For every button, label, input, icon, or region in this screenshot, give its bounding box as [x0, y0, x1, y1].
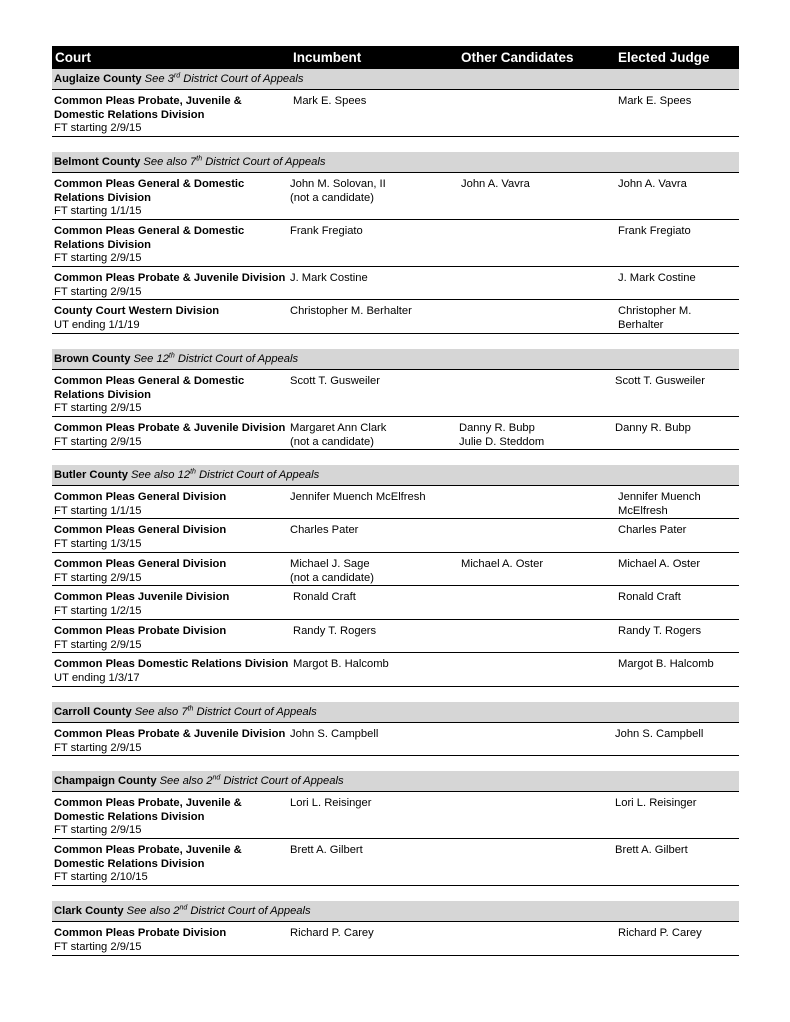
appeals-note-text: District Court of Appeals: [180, 73, 304, 85]
court-name: Common Pleas Probate, Juvenile & Domestic Relations Division: [54, 95, 242, 121]
court-cell: [54, 491, 290, 518]
court-name: County Court Western Division: [54, 305, 220, 317]
court-cell: [54, 524, 290, 551]
elected-judge-cell: Charles Pater: [618, 524, 687, 536]
elected-judge-cell: Brett A. Gilbert: [615, 844, 688, 856]
term-text: FT starting 2/9/15: [54, 252, 142, 264]
term-text: FT starting 1/3/15: [54, 537, 142, 550]
court-name: Common Pleas Probate Division: [54, 927, 227, 939]
appeals-note-text: See also 12: [130, 469, 191, 481]
incumbent-cell: Mark E. Spees: [293, 95, 367, 107]
table-row: [52, 620, 739, 653]
incumbent-cell: Margot B. Halcomb: [293, 658, 389, 670]
ordinal-suffix: nd: [179, 904, 188, 912]
ordinal-suffix: th: [187, 705, 194, 713]
elected-judge-cell: John S. Campbell: [615, 728, 704, 740]
county-name: [54, 706, 317, 720]
incumbent-cell: Charles Pater: [290, 524, 359, 536]
incumbent-cell: Randy T. Rogers: [293, 625, 377, 637]
court-name: Common Pleas General Division: [54, 558, 227, 570]
county-name: [54, 156, 325, 170]
header-incumbent: Incumbent: [293, 50, 362, 65]
table-row: [52, 220, 739, 267]
appeals-note: [127, 905, 311, 917]
section-gap: [52, 756, 739, 771]
incumbent-cell: Brett A. Gilbert: [290, 844, 363, 856]
elected-judge-cell: J. Mark Costine: [618, 272, 696, 284]
appeals-note-text: See also 7: [134, 706, 188, 718]
county-name: [54, 353, 298, 367]
court-cell: [54, 178, 290, 219]
county-title: Carroll County: [54, 706, 132, 718]
county-header: [52, 349, 739, 370]
table-row: [52, 653, 739, 687]
header-other-candidates: Other Candidates: [461, 50, 574, 65]
other-candidates-cell: Danny R. Bubp Julie D. Steddom: [459, 422, 545, 448]
term-text: FT starting 2/9/15: [54, 122, 142, 134]
court-cell: [54, 625, 290, 652]
table-row: [52, 370, 739, 417]
county-name: [54, 775, 344, 789]
header-court: Court: [55, 50, 91, 65]
table-row: [52, 417, 739, 450]
section-gap: [52, 450, 739, 465]
court-name: Common Pleas General & Domestic Relations Division: [54, 375, 245, 401]
county-title: Butler County: [54, 469, 128, 481]
term-text: FT starting 2/9/15: [54, 741, 142, 754]
county-header: [52, 465, 739, 486]
ordinal-suffix: nd: [212, 774, 221, 782]
appeals-note-text: District Court of Appeals: [195, 469, 320, 481]
county-title: Champaign County: [54, 775, 157, 787]
other-candidates-cell: John A. Vavra: [461, 178, 530, 190]
court-cell: [54, 272, 290, 299]
court-cell: [54, 422, 290, 449]
county-name: [54, 905, 311, 919]
court-name: Common Pleas General Division: [54, 491, 227, 503]
table-row: [52, 586, 739, 620]
court-cell: [54, 558, 290, 585]
county-header: [52, 702, 739, 723]
incumbent-cell: Jennifer Muench McElfresh: [290, 491, 426, 503]
elected-judge-cell: Michael A. Oster: [618, 558, 701, 570]
appeals-note-text: District Court of Appeals: [193, 706, 317, 718]
elected-judge-cell: Lori L. Reisinger: [615, 797, 697, 809]
table-row: [52, 300, 739, 334]
incumbent-cell: J. Mark Costine: [290, 272, 368, 284]
table-header: [52, 46, 739, 69]
court-name: Common Pleas Probate, Juvenile & Domestic Relations Division: [54, 797, 242, 823]
court-name: Common Pleas General & Domestic Relations Division: [54, 178, 245, 204]
county-header: [52, 152, 739, 173]
court-name: Common Pleas Juvenile Division: [54, 591, 230, 603]
court-cell: [54, 305, 290, 332]
table-row: [52, 486, 739, 519]
term-text: FT starting 2/9/15: [54, 435, 142, 448]
court-name: Common Pleas Domestic Relations Division: [54, 658, 289, 670]
county-title: Clark County: [54, 905, 124, 917]
elected-judge-cell: Frank Fregiato: [618, 225, 691, 237]
elected-judge-cell: Richard P. Carey: [618, 927, 702, 939]
incumbent-cell: Christopher M. Berhalter: [290, 305, 412, 317]
term-text: FT starting 1/1/15: [54, 205, 142, 217]
county-title: Auglaize County: [54, 73, 142, 85]
elected-judge-cell: Margot B. Halcomb: [618, 658, 714, 670]
court-name: Common Pleas Probate, Juvenile & Domestic Relations Division: [54, 844, 242, 870]
judicial-election-table: [52, 46, 739, 956]
elected-judge-cell: Jennifer Muench McElfresh: [618, 491, 701, 517]
table-row: [52, 267, 739, 300]
court-name: Common Pleas Probate & Juvenile Division: [54, 728, 286, 740]
appeals-note-text: See 3: [144, 73, 174, 85]
appeals-note: [131, 469, 319, 481]
elected-judge-cell: Randy T. Rogers: [618, 625, 702, 637]
appeals-note-text: District Court of Appeals: [220, 775, 344, 787]
court-name: Common Pleas Probate & Juvenile Division: [54, 422, 286, 434]
table-body: [52, 69, 739, 956]
term-text: FT starting 1/1/15: [54, 504, 142, 517]
incumbent-cell: Richard P. Carey: [290, 927, 374, 939]
incumbent-cell: Scott T. Gusweiler: [290, 375, 380, 387]
elected-judge-cell: John A. Vavra: [618, 178, 687, 190]
incumbent-cell: Ronald Craft: [293, 591, 356, 603]
term-text: FT starting 1/2/15: [54, 604, 142, 617]
term-text: UT ending 1/3/17: [54, 671, 140, 684]
table-row: [52, 723, 739, 756]
county-name: [54, 73, 303, 87]
court-name: Common Pleas General & Domestic Relations Division: [54, 225, 245, 251]
ordinal-suffix: th: [168, 352, 175, 360]
term-text: FT starting 2/9/15: [54, 402, 142, 414]
term-text: FT starting 2/9/15: [54, 285, 142, 298]
ordinal-suffix: th: [190, 468, 196, 476]
elected-judge-cell: Danny R. Bubp: [615, 422, 691, 434]
appeals-note: [133, 353, 298, 365]
court-cell: [54, 797, 290, 838]
appeals-note-text: District Court of Appeals: [187, 905, 311, 917]
table-row: [52, 553, 739, 586]
elected-judge-cell: Christopher M. Berhalter: [618, 305, 692, 331]
court-name: Common Pleas Probate Division: [54, 625, 227, 637]
term-text: FT starting 2/9/15: [54, 638, 142, 651]
appeals-note-text: See also 7: [143, 156, 197, 168]
appeals-note-text: District Court of Appeals: [174, 353, 299, 365]
county-header: [52, 69, 739, 90]
term-text: FT starting 2/9/15: [54, 940, 142, 953]
court-cell: [54, 591, 290, 618]
incumbent-cell: John S. Campbell: [290, 728, 379, 740]
court-cell: [54, 927, 290, 954]
appeals-note-text: See also 2: [159, 775, 213, 787]
appeals-note: [143, 156, 325, 168]
table-row: [52, 792, 739, 839]
court-cell: [54, 375, 290, 416]
ordinal-suffix: rd: [173, 72, 181, 80]
section-gap: [52, 687, 739, 702]
court-cell: [54, 658, 290, 685]
incumbent-cell: Lori L. Reisinger: [290, 797, 372, 809]
court-name: Common Pleas General Division: [54, 524, 227, 536]
county-header: [52, 771, 739, 792]
county-name: [54, 469, 319, 483]
incumbent-cell: John M. Solovan, II (not a candidate): [290, 178, 386, 204]
term-text: FT starting 2/9/15: [54, 571, 142, 584]
county-header: [52, 901, 739, 922]
incumbent-cell: Michael J. Sage (not a candidate): [290, 558, 374, 584]
term-text: FT starting 2/9/15: [54, 824, 142, 836]
elected-judge-cell: Scott T. Gusweiler: [615, 375, 705, 387]
court-cell: [54, 728, 290, 755]
section-gap: [52, 334, 739, 349]
ordinal-suffix: th: [196, 155, 203, 163]
elected-judge-cell: Ronald Craft: [618, 591, 681, 603]
section-gap: [52, 137, 739, 152]
other-candidates-cell: Michael A. Oster: [461, 558, 544, 570]
appeals-note-text: District Court of Appeals: [202, 156, 326, 168]
section-gap: [52, 886, 739, 901]
appeals-note: [145, 73, 304, 85]
term-text: UT ending 1/1/19: [54, 318, 140, 331]
court-name: Common Pleas Probate & Juvenile Division: [54, 272, 286, 284]
county-title: Brown County: [54, 353, 131, 365]
incumbent-cell: Margaret Ann Clark (not a candidate): [290, 422, 387, 448]
table-row: [52, 922, 739, 956]
court-cell: [54, 844, 290, 885]
appeals-note: [160, 775, 344, 787]
court-cell: [54, 95, 290, 136]
appeals-note-text: See 12: [133, 353, 169, 365]
table-row: [52, 839, 739, 886]
table-row: [52, 519, 739, 553]
term-text: FT starting 2/10/15: [54, 871, 148, 883]
elected-judge-cell: Mark E. Spees: [618, 95, 692, 107]
table-row: [52, 90, 739, 137]
county-title: Belmont County: [54, 156, 141, 168]
incumbent-cell: Frank Fregiato: [290, 225, 363, 237]
appeals-note: [135, 706, 317, 718]
header-elected-judge: Elected Judge: [618, 50, 710, 65]
court-cell: [54, 225, 290, 266]
appeals-note-text: See also 2: [126, 905, 180, 917]
table-row: [52, 173, 739, 220]
